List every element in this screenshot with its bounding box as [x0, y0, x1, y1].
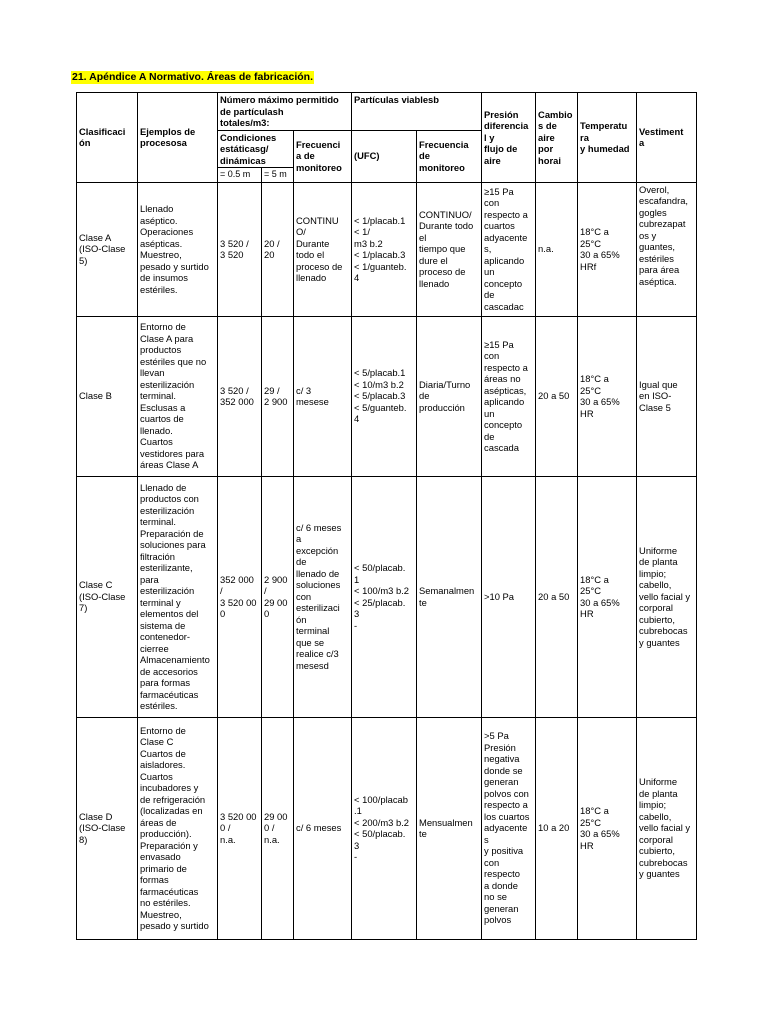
- cell-particulas-0-5: 3 520 / 352 000: [218, 316, 262, 476]
- cell-ufc: < 5/placab.1 < 10/m3 b.2 < 5/placab.3 < 5/guanteb. 4: [352, 316, 417, 476]
- cell-cambios: 20 a 50: [536, 476, 578, 717]
- cell-particulas-5: 20 / 20: [262, 182, 294, 316]
- header-viables: Partículas viablesb: [352, 93, 482, 131]
- cell-ejemplos: Entorno de Clase C Cuartos de aisladores. Cuartos incubadores y de refrigeración (localizadas en áreas de producción). Preparación y envasado primario de formas farmacéuticas no estériles. Muestreo, pesado y surtido: [138, 717, 218, 939]
- cell-particulas-0-5: 352 000 / 3 520 00 0: [218, 476, 262, 717]
- header-ufc: (UFC): [352, 130, 417, 182]
- header-cond-5: = 5 m: [262, 168, 294, 183]
- cell-presion: ≥15 Pa con respecto a cuartos adyacente s, aplicando un concepto de cascadac: [482, 182, 536, 316]
- cell-temperatura: 18°C a 25°C 30 a 65% HR: [578, 476, 637, 717]
- fabrication-areas-table: [76, 92, 697, 940]
- cell-particulas-5: 2 900 / 29 00 0: [262, 476, 294, 717]
- table-row: [77, 316, 697, 476]
- cell-presion: ≥15 Pa con respecto a áreas no asépticas, aplicando un concepto de cascada: [482, 316, 536, 476]
- header-frecuencia-1: Frecuenci a de monitoreo: [294, 130, 352, 182]
- cell-frecuencia-1: CONTINU O/ Durante todo el proceso de llenado: [294, 182, 352, 316]
- cell-temperatura: 18°C a 25°C 30 a 65% HR: [578, 316, 637, 476]
- cell-particulas-5: 29 / 2 900: [262, 316, 294, 476]
- cell-particulas-5: 29 00 0 / n.a.: [262, 717, 294, 939]
- cell-frecuencia-2: Diaria/Turno de producción: [417, 316, 482, 476]
- section-title: 21. Apéndice A Normativo. Áreas de fabricación.: [72, 71, 313, 83]
- table-row: [77, 182, 697, 316]
- cell-vestimenta: Uniforme de planta limpio; cabello, vello facial y corporal cubierto, cubrebocas y guantes: [637, 717, 697, 939]
- header-clasificacion: Clasificaci ón: [77, 93, 138, 183]
- cell-presion: >10 Pa: [482, 476, 536, 717]
- header-condiciones: Condiciones estáticasg/ dinámicas: [218, 130, 294, 168]
- cell-clase: Clase D (ISO-Clase 8): [77, 717, 138, 939]
- cell-frecuencia-2: Semanalmen te: [417, 476, 482, 717]
- header-frecuencia-2: Frecuencia de monitoreo: [417, 130, 482, 182]
- cell-presion: >5 Pa Presión negativa donde se generan polvos con respecto a los cuartos adyacente s y positiva con respecto a donde no se generan polvos: [482, 717, 536, 939]
- cell-ejemplos: Entorno de Clase A para productos estériles que no llevan esterilización terminal. Esclusas a cuartos de llenado. Cuartos vestidores para áreas Clase A: [138, 316, 218, 476]
- cell-temperatura: 18°C a 25°C 30 a 65% HR: [578, 717, 637, 939]
- cell-frecuencia-2: Mensualmen te: [417, 717, 482, 939]
- cell-vestimenta: Igual que en ISO- Clase 5: [637, 316, 697, 476]
- cell-vestimenta: Overol, escafandra, gogles cubrezapat os y guantes, estériles para área aséptica.: [637, 182, 697, 316]
- cell-particulas-0-5: 3 520 / 3 520: [218, 182, 262, 316]
- cell-cambios: n.a.: [536, 182, 578, 316]
- header-cambios: Cambio s de aire por horai: [536, 93, 578, 183]
- cell-vestimenta: Uniforme de planta limpio; cabello, vello facial y corporal cubierto, cubrebocas y guantes: [637, 476, 697, 717]
- cell-ufc: < 100/placab .1 < 200/m3 b.2 < 50/placab. 3 -: [352, 717, 417, 939]
- cell-ejemplos: Llenado de productos con esterilización terminal. Preparación de soluciones para filtración esterilizante, para esterilización terminal y elementos del sistema de contenedor- cierree Almacenamiento de accesorios para formas farmacéuticas estériles.: [138, 476, 218, 717]
- cell-temperatura: 18°C a 25°C 30 a 65% HRf: [578, 182, 637, 316]
- header-presion: Presión diferencia l y flujo de aire: [482, 93, 536, 183]
- cell-ufc: < 50/placab. 1 < 100/m3 b.2 < 25/placab. 3 -: [352, 476, 417, 717]
- header-ejemplos: Ejemplos de procesosa: [138, 93, 218, 183]
- cell-cambios: 20 a 50: [536, 316, 578, 476]
- cell-frecuencia-1: c/ 6 meses: [294, 717, 352, 939]
- cell-frecuencia-2: CONTINUO/ Durante todo el tiempo que dure el proceso de llenado: [417, 182, 482, 316]
- header-temperatura: Temperatu ra y humedad: [578, 93, 637, 183]
- cell-particulas-0-5: 3 520 00 0 / n.a.: [218, 717, 262, 939]
- table-row: [77, 476, 697, 717]
- cell-clase: Clase A (ISO-Clase 5): [77, 182, 138, 316]
- header-vestimenta: Vestiment a: [637, 93, 697, 183]
- cell-frecuencia-1: c/ 6 meses a excepción de llenado de soluciones con esterilizaci ón terminal que se realice c/3 mesesd: [294, 476, 352, 717]
- header-cond-0-5: = 0.5 m: [218, 168, 262, 183]
- cell-frecuencia-1: c/ 3 mesese: [294, 316, 352, 476]
- header-max-particulas: Número máximo permitido de partículash totales/m3:: [218, 93, 352, 131]
- cell-ejemplos: Llenado aséptico. Operaciones asépticas. Muestreo, pesado y surtido de insumos estériles.: [138, 182, 218, 316]
- cell-clase: Clase B: [77, 316, 138, 476]
- cell-clase: Clase C (ISO-Clase 7): [77, 476, 138, 717]
- cell-cambios: 10 a 20: [536, 717, 578, 939]
- cell-ufc: < 1/placab.1 < 1/ m3 b.2 < 1/placab.3 < 1/guanteb. 4: [352, 182, 417, 316]
- table-row: [77, 717, 697, 939]
